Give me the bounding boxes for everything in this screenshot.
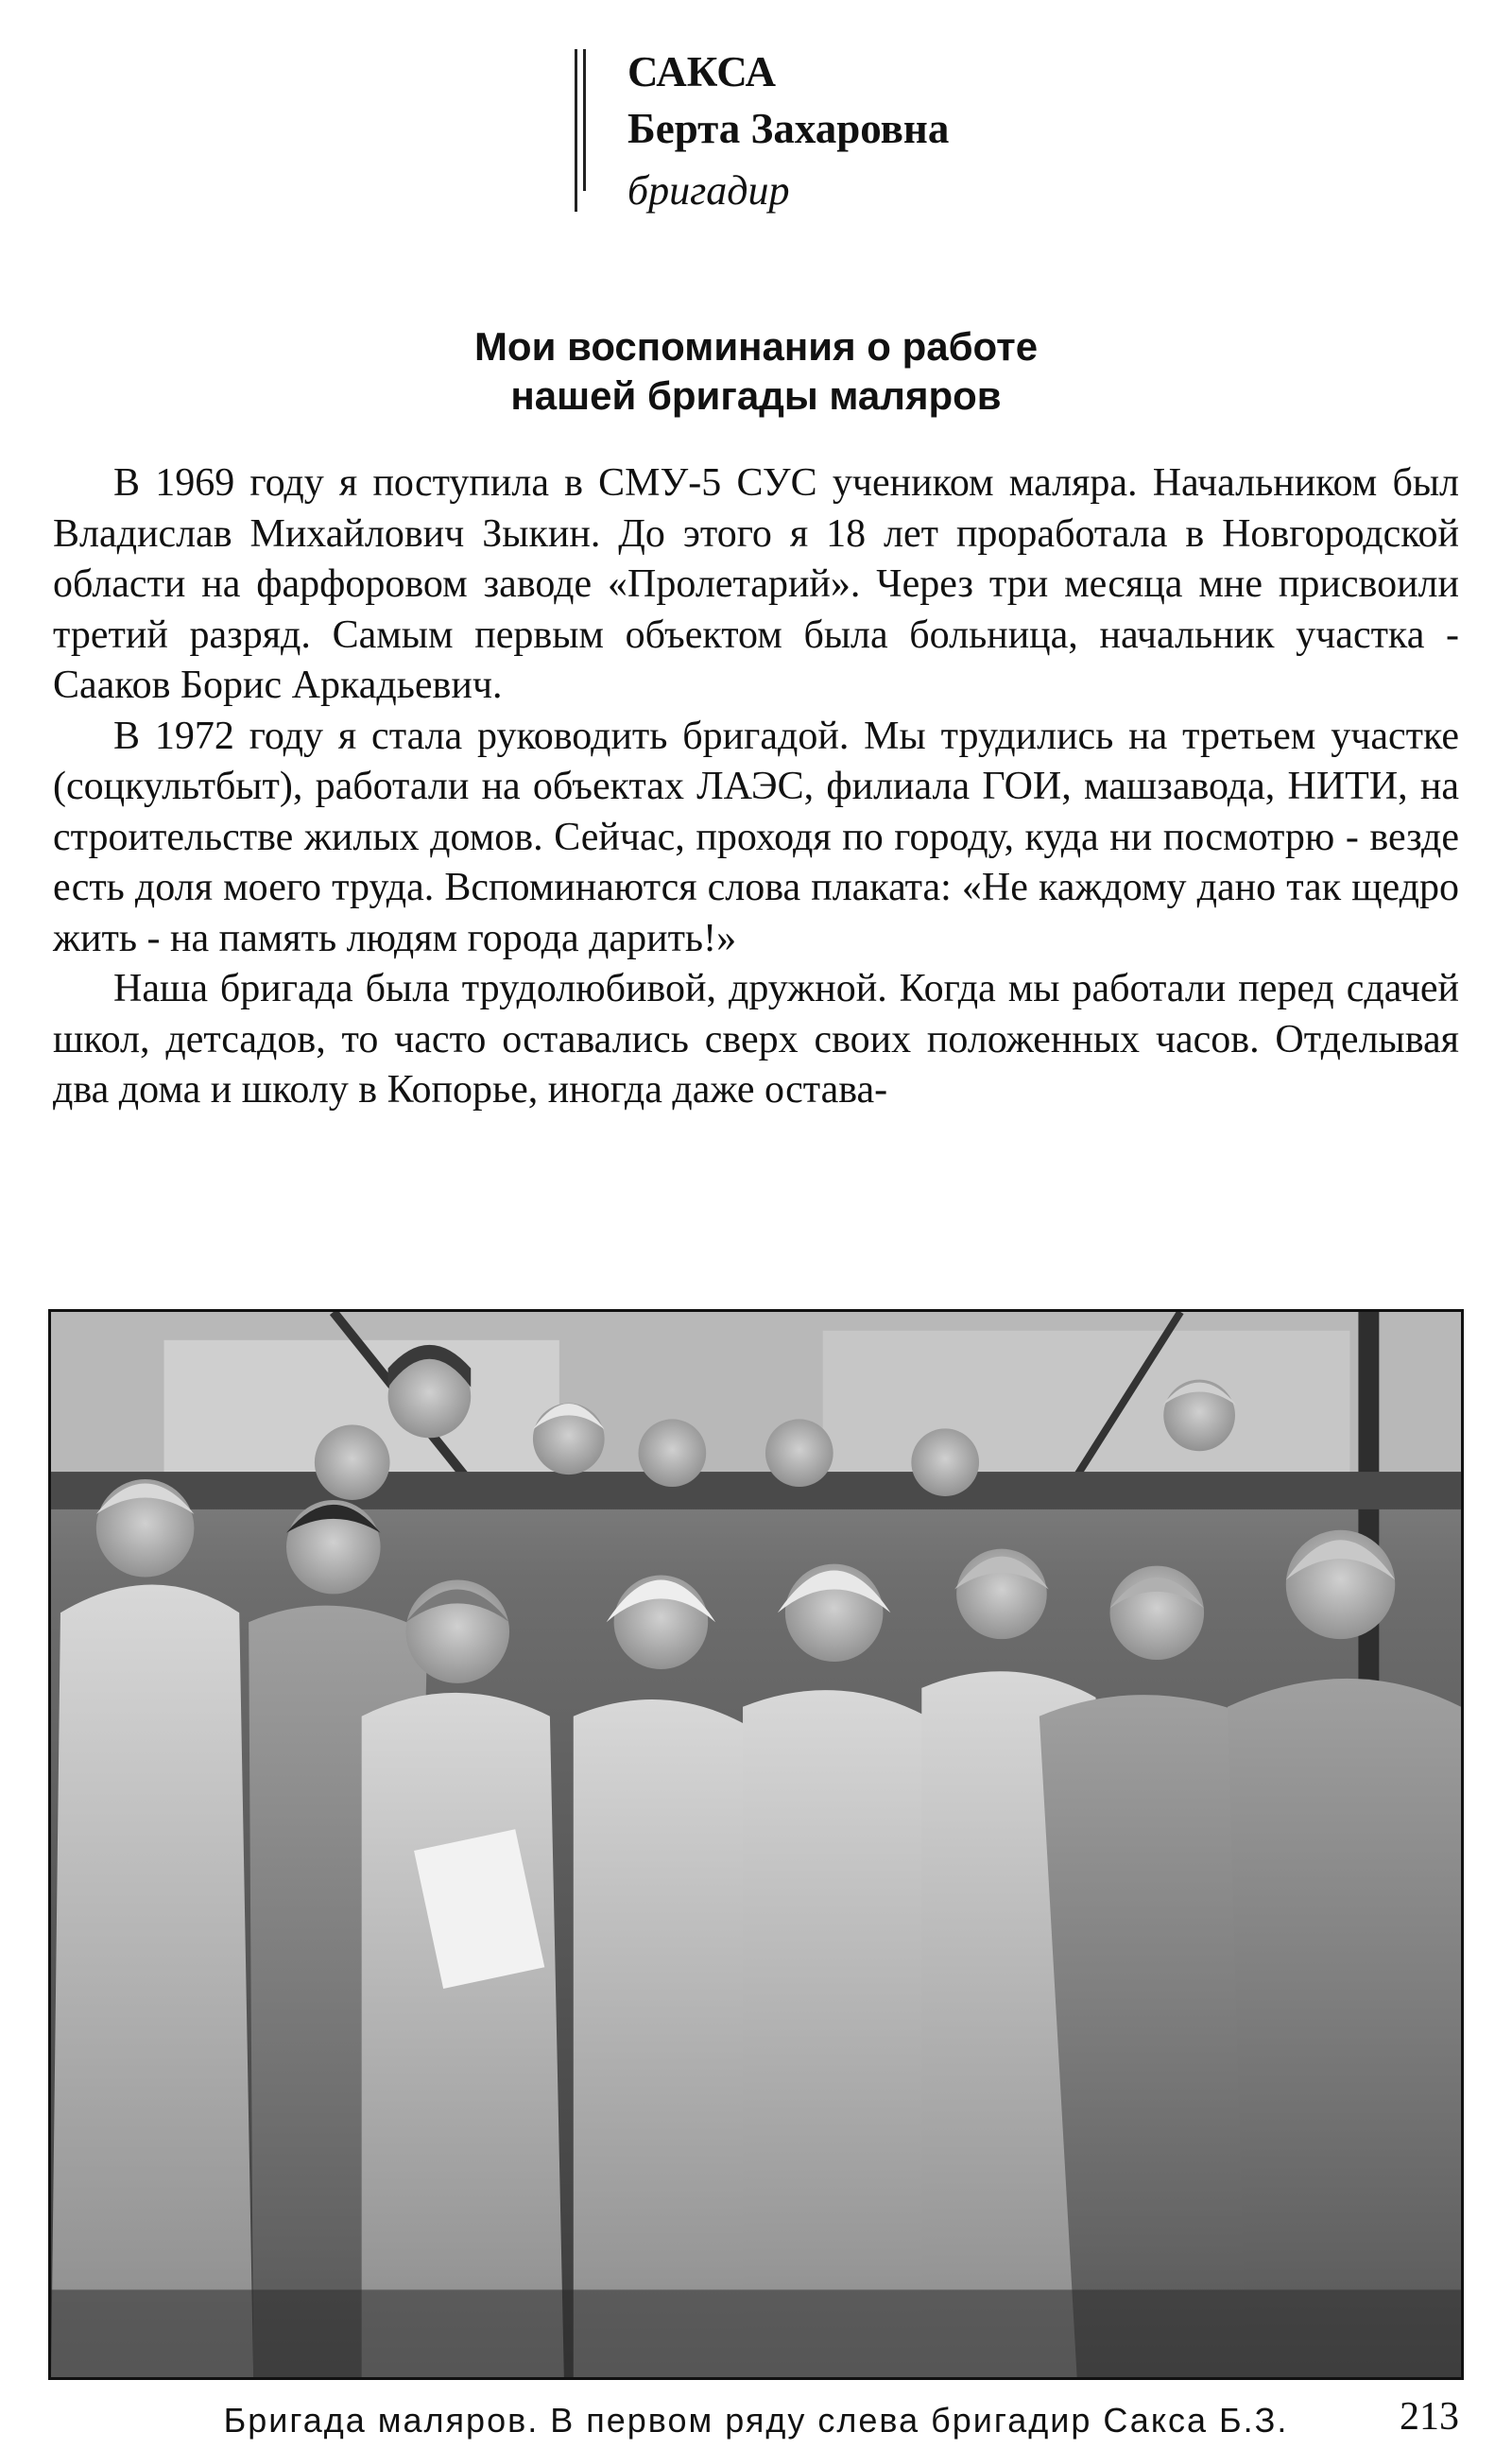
author-surname: САКСА <box>627 48 777 95</box>
article-title-line-2: нашей бригады маляров <box>510 373 1002 418</box>
photo-caption: Бригада маляров. В первом ряду слева бригадир Сакса Б.З. <box>223 2401 1289 2440</box>
paragraph-2: В 1972 году я стала руководить бригадой. Мы трудились на третьем участке (соцкультбыт), работали на объектах ЛАЭС, филиала ГОИ, машзавода, НИТИ, на строительстве жилых домов. Сейчас, проходя по городу, куда ни посмотрю - везде есть доля моего труда. Вспоминаются слова плаката: «Не каждому дано так щедро жить - на память людям города дарить!» <box>53 714 1459 960</box>
article-title-line-1: Мои воспоминания о работе <box>473 324 1039 369</box>
vertical-rule <box>575 49 577 212</box>
group-photo-illustration <box>51 1312 1461 2377</box>
page-number: 213 <box>1400 2395 1459 2439</box>
article-body <box>53 458 1459 1290</box>
author-block <box>575 38 1142 227</box>
group-photo <box>48 1309 1464 2380</box>
author-name: Берта Захаровна <box>627 105 950 152</box>
paragraph-1: В 1969 году я поступила в СМУ-5 СУС учеником маляра. Начальником был Владислав Михайлович Зыкин. До этого я 18 лет проработала в Новгородской области на фарфоровом заводе «Пролетарий». Через три месяца мне присвоили третий разряд. Самым первым объектом была больница, начальник участка - Сааков Борис Аркадьевич. <box>53 461 1459 707</box>
vertical-rule <box>583 49 586 191</box>
paragraph-3: Наша бригада была трудолюбивой, дружной. Когда мы работали перед сдачей школ, детсадов, то часто оставались сверх своих положенных часов. Отделывая два дома и школу в Копорье, иногда даже остава- <box>53 967 1459 1112</box>
author-role: бригадир <box>627 167 790 214</box>
